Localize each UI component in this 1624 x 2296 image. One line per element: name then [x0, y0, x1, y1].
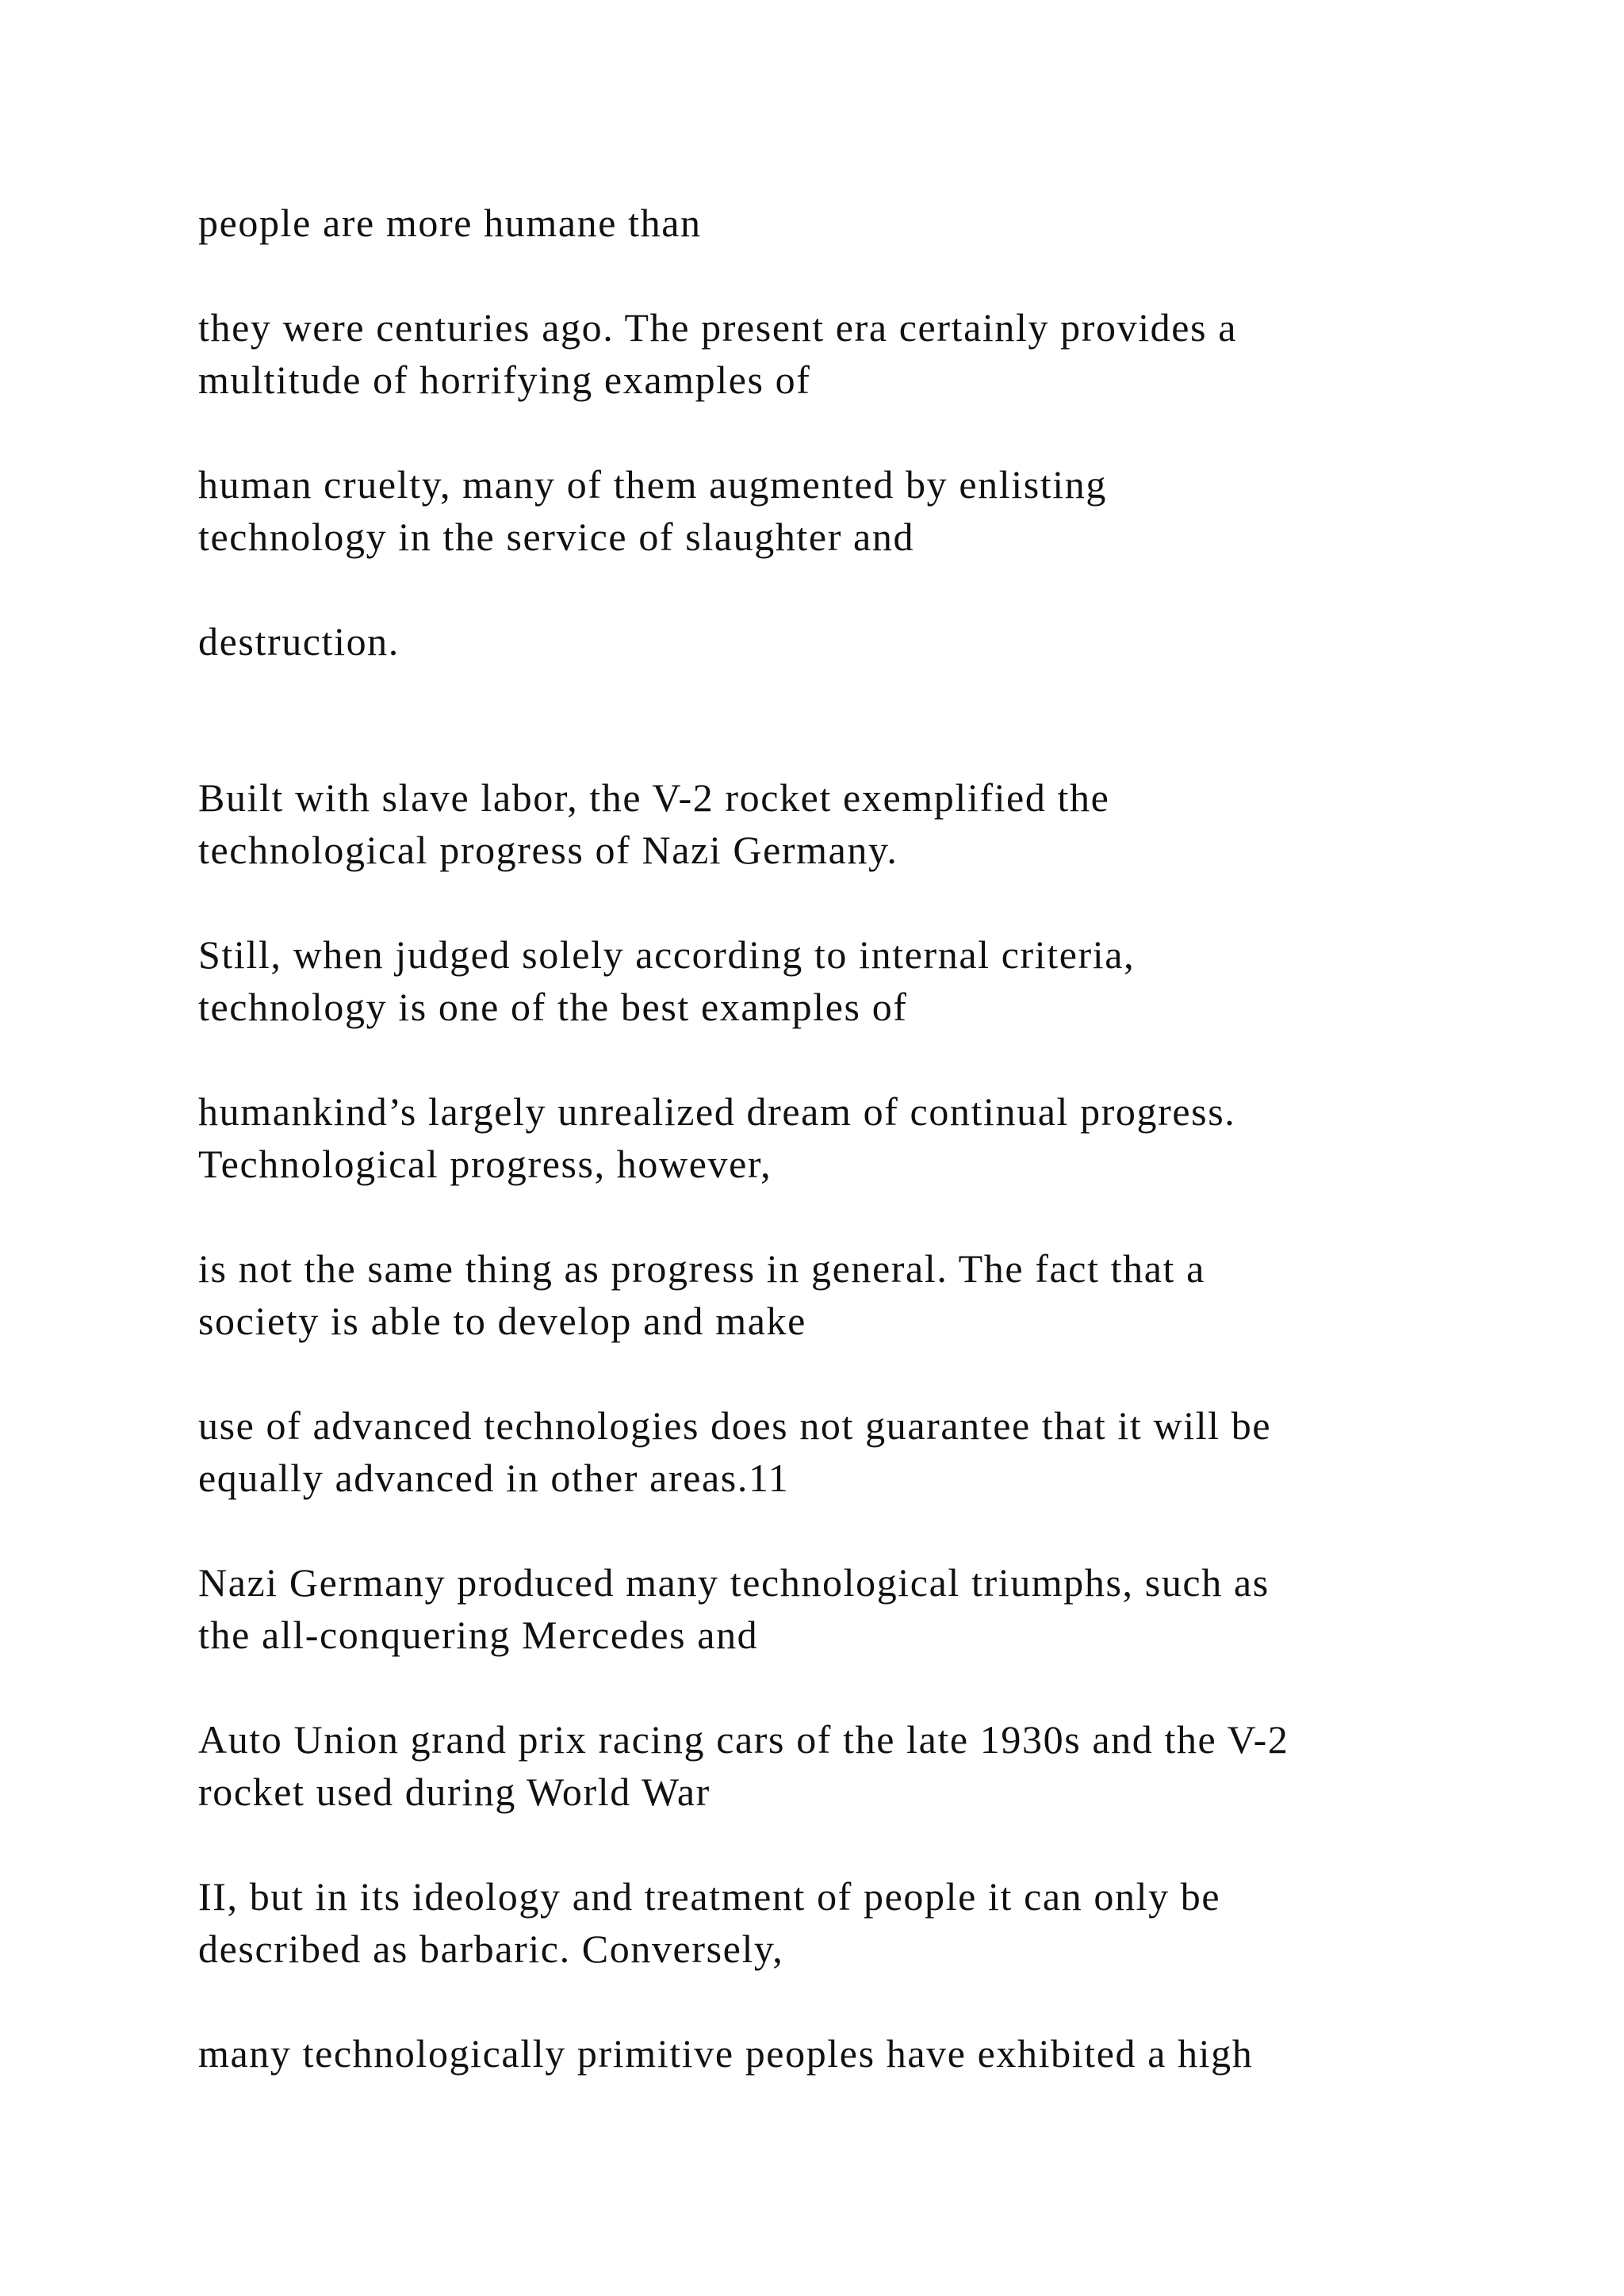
- text-line: II, but in its ideology and treatment of people it can only be: [198, 1874, 1221, 1919]
- text-line: Still, when judged solely according to internal criteria,: [198, 932, 1136, 977]
- paragraph: [198, 2027, 1507, 2080]
- paragraph: [198, 1713, 1507, 1818]
- paragraph: [198, 1399, 1507, 1504]
- text-line: use of advanced technologies does not guarantee that it will be: [198, 1403, 1272, 1448]
- paragraph: [198, 1242, 1507, 1347]
- text-line: Auto Union grand prix racing cars of the late 1930s and the V-2: [198, 1717, 1289, 1762]
- text-line: technology is one of the best examples of: [198, 985, 908, 1029]
- paragraph: [198, 1556, 1507, 1661]
- text-line: technological progress of Nazi Germany.: [198, 828, 898, 872]
- paragraph: [198, 928, 1507, 1033]
- text-line: people are more humane than: [198, 201, 702, 245]
- text-line: humankind’s largely unrealized dream of continual progress.: [198, 1089, 1236, 1134]
- paragraph: [198, 615, 1507, 668]
- text-line: many technologically primitive peoples have exhibited a high: [198, 2031, 1254, 2076]
- paragraph: [198, 771, 1507, 876]
- paragraph: [198, 301, 1507, 406]
- text-line: multitude of horrifying examples of: [198, 358, 811, 402]
- text-line: equally advanced in other areas.11: [198, 1456, 790, 1500]
- paragraph: [198, 1870, 1507, 1975]
- paragraph: [198, 197, 1507, 249]
- paragraph: [198, 458, 1507, 563]
- paragraph: [198, 1085, 1507, 1190]
- text-line: Nazi Germany produced many technological triumphs, such as: [198, 1560, 1270, 1605]
- text-line: the all-conquering Mercedes and: [198, 1613, 759, 1657]
- text-line: Technological progress, however,: [198, 1142, 772, 1186]
- text-line: human cruelty, many of them augmented by enlisting: [198, 462, 1107, 507]
- text-line: they were centuries ago. The present era certainly provides a: [198, 305, 1238, 350]
- text-line: is not the same thing as progress in general. The fact that a: [198, 1246, 1205, 1291]
- text-line: destruction.: [198, 619, 400, 664]
- text-line: rocket used during World War: [198, 1770, 710, 1814]
- text-line: society is able to develop and make: [198, 1299, 806, 1343]
- text-line: described as barbaric. Conversely,: [198, 1927, 784, 1971]
- text-line: technology in the service of slaughter and: [198, 515, 915, 559]
- text-line: Built with slave labor, the V-2 rocket exemplified the: [198, 775, 1110, 820]
